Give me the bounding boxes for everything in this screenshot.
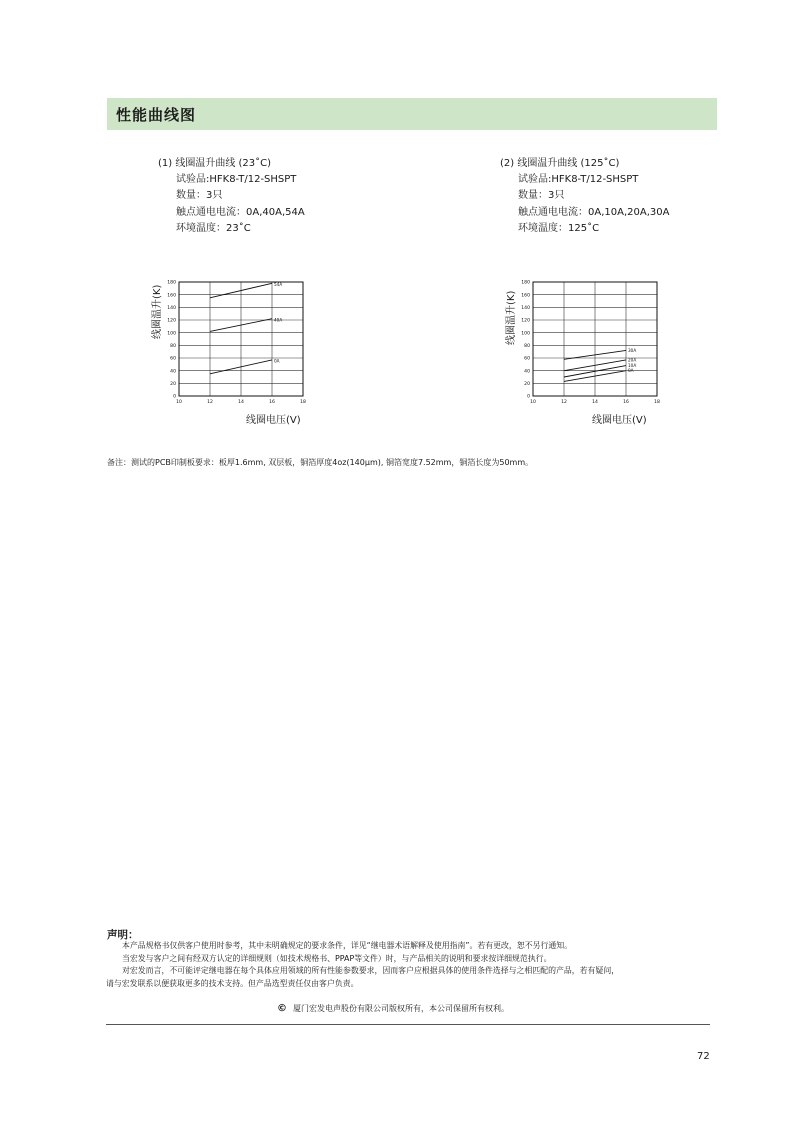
declaration-line: 当宏发与客户之间有经双方认定的详细规则（如技术规格书、PPAP等文件）时，与产品相关的说明和要求按详细规范执行。 (122, 953, 552, 963)
x-tick-label: 14 (238, 400, 244, 405)
y-tick-label: 160 (521, 293, 530, 299)
y-tick-label: 60 (524, 356, 530, 362)
series-label: 20A (628, 357, 637, 363)
y-tick-label: 0 (527, 394, 530, 400)
x-tick-label: 18 (654, 400, 660, 405)
x-tick-label: 10 (530, 400, 536, 405)
chart-2-svg (514, 278, 664, 410)
x-tick-label: 12 (207, 400, 213, 405)
chart-1-sample: 试验品:HFK8-T/12-SHSPT (176, 174, 297, 186)
declaration-line: 本产品规格书仅供客户使用时参考，其中未明确规定的要求条件，详见“继电器术语解释及使用指南”。若有更改，恕不另行通知。 (122, 941, 573, 950)
series-label: 40A (274, 317, 283, 323)
x-tick-label: 14 (592, 400, 598, 405)
x-tick-label: 12 (561, 400, 567, 405)
chart-2-x-axis-label: 线圈电压(V) (592, 415, 647, 426)
chart-2-sample: 试验品:HFK8-T/12-SHSPT (518, 174, 639, 186)
series-label: 54A (274, 282, 283, 288)
declaration-line: 对宏发而言，不可能评定继电器在每个具体应用领域的所有性能参数要求，因而客户应根据具体的使用条件选择与之相匹配的产品，若有疑问， (122, 966, 620, 975)
x-tick-label: 10 (176, 400, 182, 405)
y-tick-label: 40 (170, 369, 176, 375)
y-tick-label: 40 (524, 369, 530, 375)
y-tick-label: 120 (521, 318, 530, 324)
chart-2-spec (500, 156, 669, 237)
chart-1-y-axis-label: 线圈温升(K) (152, 284, 163, 339)
y-tick-label: 140 (521, 305, 530, 311)
x-tick-label: 16 (269, 400, 275, 405)
copyright-line (277, 1003, 509, 1014)
y-tick-label: 180 (521, 280, 530, 286)
y-tick-label: 120 (167, 318, 176, 324)
chart-1-spec (158, 156, 305, 237)
pcb-note: 备注：测试的PCB印制板要求：板厚1.6mm, 双层板，铜箔厚度4oz(140μm), 铜箔宽度7.52mm，铜箔长度为50mm。 (107, 458, 534, 467)
y-tick-label: 20 (524, 381, 530, 387)
section-title: 性能曲线图 (116, 106, 197, 124)
chart-1-svg (160, 278, 310, 410)
series-label: 30A (628, 347, 637, 353)
chart-2-quantity: 数量：3只 (518, 190, 565, 202)
declaration-body (106, 940, 718, 990)
y-tick-label: 20 (170, 381, 176, 387)
y-tick-label: 160 (167, 293, 176, 299)
y-tick-label: 100 (521, 331, 530, 337)
page-number: 72 (697, 1051, 710, 1062)
y-tick-label: 80 (524, 343, 530, 349)
x-tick-label: 16 (623, 400, 629, 405)
chart-1-quantity: 数量：3只 (176, 190, 223, 202)
chart-2-y-axis-label: 线圈温升(K) (506, 290, 517, 345)
chart-2 (514, 278, 664, 410)
copyright-icon: © (277, 1003, 287, 1014)
chart-1 (160, 278, 310, 410)
series-label: 0A (628, 368, 634, 374)
declaration-line: 请与宏发联系以便获取更多的技术支持。但产品选型责任仅由客户负责。 (106, 978, 359, 988)
section-header-bar (107, 98, 717, 130)
y-tick-label: 60 (170, 356, 176, 362)
declaration-title: 声明： (107, 929, 139, 941)
chart-2-current: 触点通电电流：0A,10A,20A,30A (518, 206, 670, 218)
footer-divider (106, 1024, 710, 1025)
chart-2-ambient: 环境温度：125˚C (518, 222, 600, 234)
y-tick-label: 180 (167, 280, 176, 286)
x-tick-label: 18 (300, 400, 306, 405)
chart-1-current: 触点通电电流：0A,40A,54A (176, 206, 305, 218)
y-tick-label: 140 (167, 305, 176, 311)
series-label: 10A (628, 363, 637, 369)
chart-1-ambient: 环境温度：23˚C (176, 222, 251, 234)
y-tick-label: 0 (173, 394, 176, 400)
chart-1-heading: (1) 线圈温升曲线 (23˚C) (158, 158, 272, 169)
chart-1-x-axis-label: 线圈电压(V) (246, 415, 301, 426)
copyright-text: 厦门宏发电声股份有限公司版权所有，本公司保留所有权利。 (293, 1004, 509, 1013)
series-label: 0A (274, 358, 280, 364)
y-tick-label: 100 (167, 331, 176, 337)
y-tick-label: 80 (170, 343, 176, 349)
chart-2-heading: (2) 线圈温升曲线 (125˚C) (500, 158, 620, 169)
